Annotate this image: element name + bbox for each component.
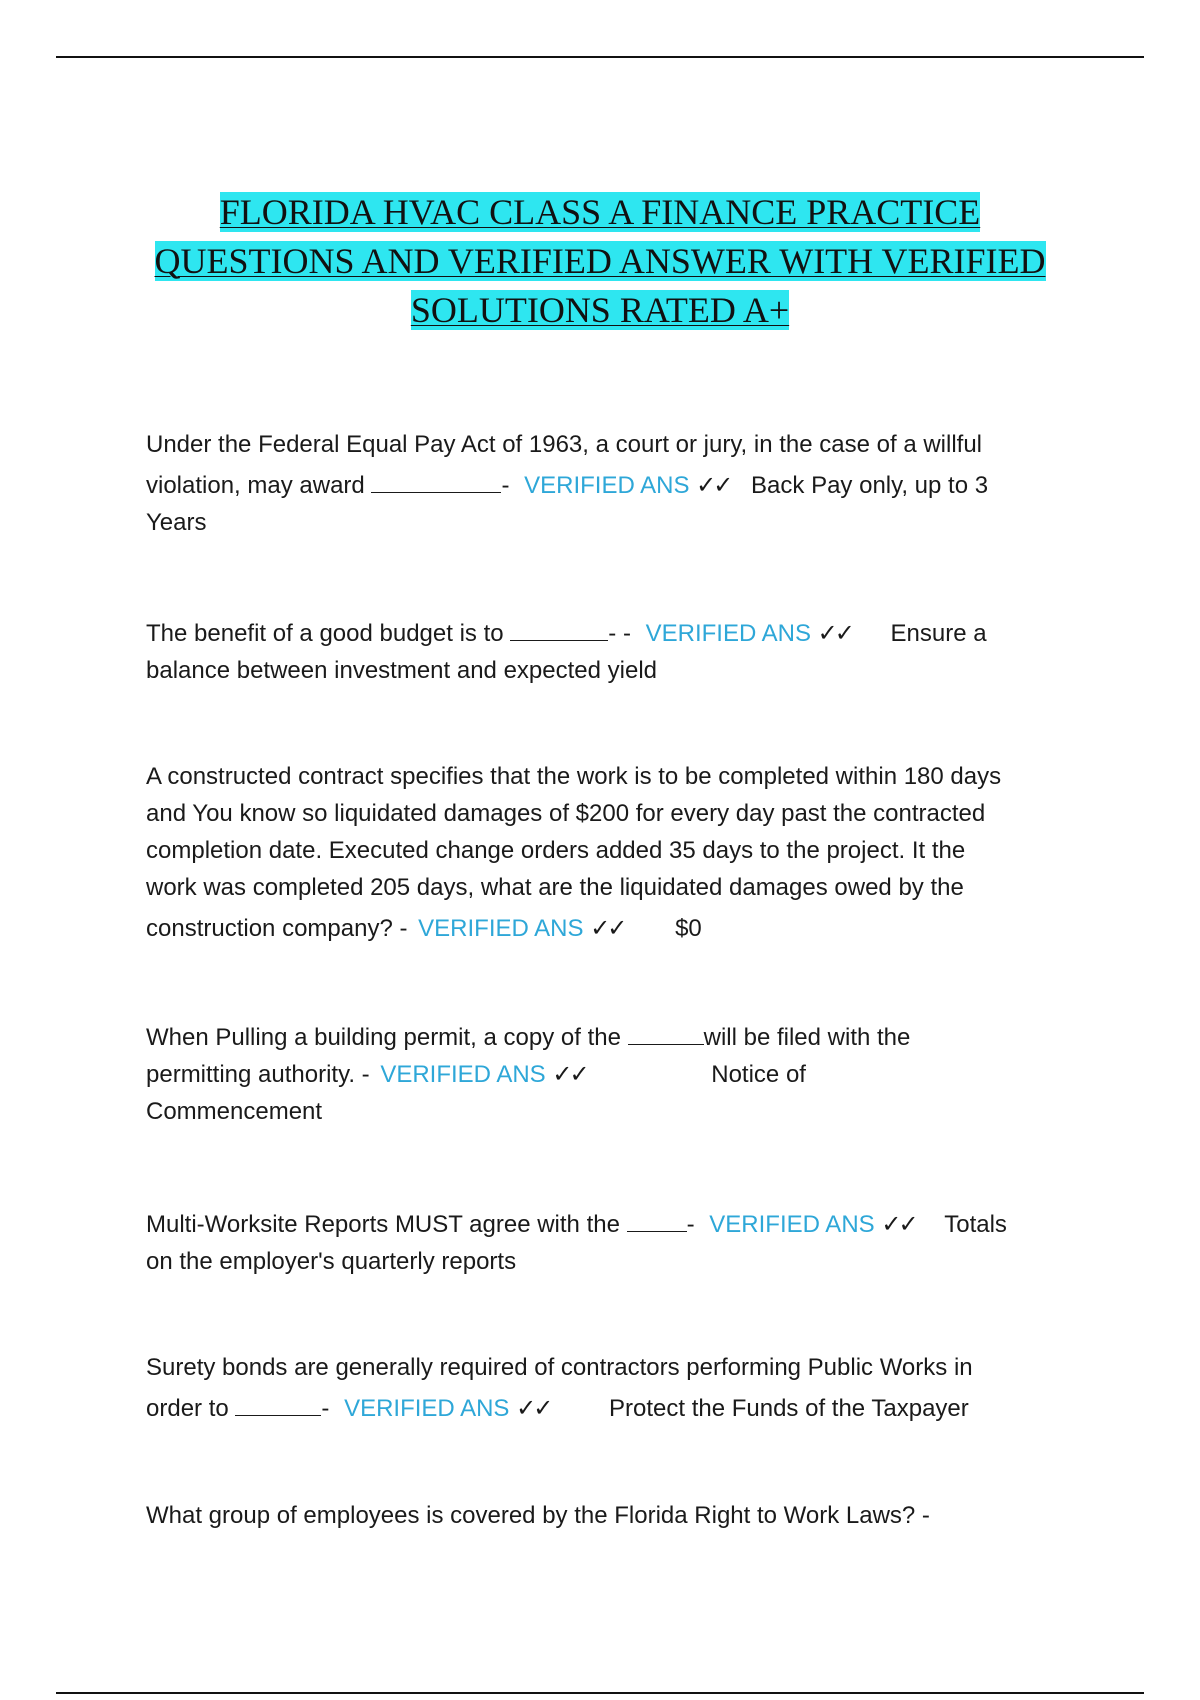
answer-blank [510,616,608,641]
verified-label: VERIFIED ANS [418,915,584,942]
answer-blank [628,1020,704,1045]
answer-text: Commencement [146,1098,323,1125]
question-text: construction company? - [146,915,408,942]
question-text: Multi-Worksite Reports MUST agree with the [146,1211,620,1238]
question-text: What group of employees is covered by the Florida Right to Work Laws? - [146,1502,930,1529]
question-text: Under the Federal Equal Pay Act of 1963, a court or jury, in the case of a willful [146,431,983,458]
answer-text: on the employer's quarterly reports [146,1248,517,1275]
answer-text: Notice of [711,1061,806,1088]
verified-label: VERIFIED ANS [344,1395,510,1422]
question-text: order to [146,1395,229,1422]
document-title [150,188,1050,335]
answer-text: balance between investment and expected yield [146,657,658,684]
question-block [146,1497,1086,1534]
title-line: FLORIDA HVAC CLASS A FINANCE PRACTICE [219,192,981,232]
question-text: completion date. Executed change orders added 35 days to the project. It the [146,837,966,864]
question-block [146,615,1086,689]
answer-blank [235,1391,321,1416]
question-text: The benefit of a good budget is to [146,620,504,647]
title-line: QUESTIONS AND VERIFIED ANSWER WITH VERIFIED [154,241,1046,281]
answer-text: $0 [675,915,702,942]
question-block [146,758,1086,947]
question-text: and You know so liquidated damages of $200 for every day past the contracted [146,800,986,827]
question-block [146,1206,1086,1280]
verified-label: VERIFIED ANS [709,1211,875,1238]
answer-blank [627,1207,687,1232]
title-line: SOLUTIONS RATED A+ [410,290,790,330]
question-block [146,426,1086,541]
double-check-icon: ✓✓ [696,471,731,499]
separator: - [686,1211,695,1238]
question-text: work was completed 205 days, what are the liquidated damages owed by the [146,874,964,901]
question-text: When Pulling a building permit, a copy of the [146,1024,621,1051]
answer-text: Totals [944,1211,1007,1238]
separator: - [321,1395,330,1422]
double-check-icon: ✓✓ [881,1210,916,1238]
double-check-icon: ✓✓ [552,1060,587,1088]
answer-text: Protect the Funds of the Taxpayer [609,1395,969,1422]
question-text: A constructed contract specifies that the work is to be completed within 180 days [146,763,1002,790]
verified-label: VERIFIED ANS [645,620,811,647]
answer-text: Back Pay only, up to 3 [751,472,989,499]
answer-text: Ensure a [890,620,987,647]
separator: - - [608,620,631,647]
answer-blank [371,468,501,493]
double-check-icon: ✓✓ [516,1394,551,1422]
verified-label: VERIFIED ANS [524,472,690,499]
answer-text: Years [146,509,207,536]
verified-label: VERIFIED ANS [380,1061,546,1088]
separator: - [501,472,510,499]
top-rule [56,56,1144,58]
question-text: violation, may award [146,472,365,499]
question-block [146,1349,1086,1427]
bottom-rule [56,1692,1144,1694]
question-text: Surety bonds are generally required of contractors performing Public Works in [146,1354,973,1381]
question-block [146,1019,1086,1130]
question-text: will be filed with the [703,1024,911,1051]
double-check-icon: ✓✓ [817,619,852,647]
question-text: permitting authority. - [146,1061,370,1088]
double-check-icon: ✓✓ [590,914,625,942]
